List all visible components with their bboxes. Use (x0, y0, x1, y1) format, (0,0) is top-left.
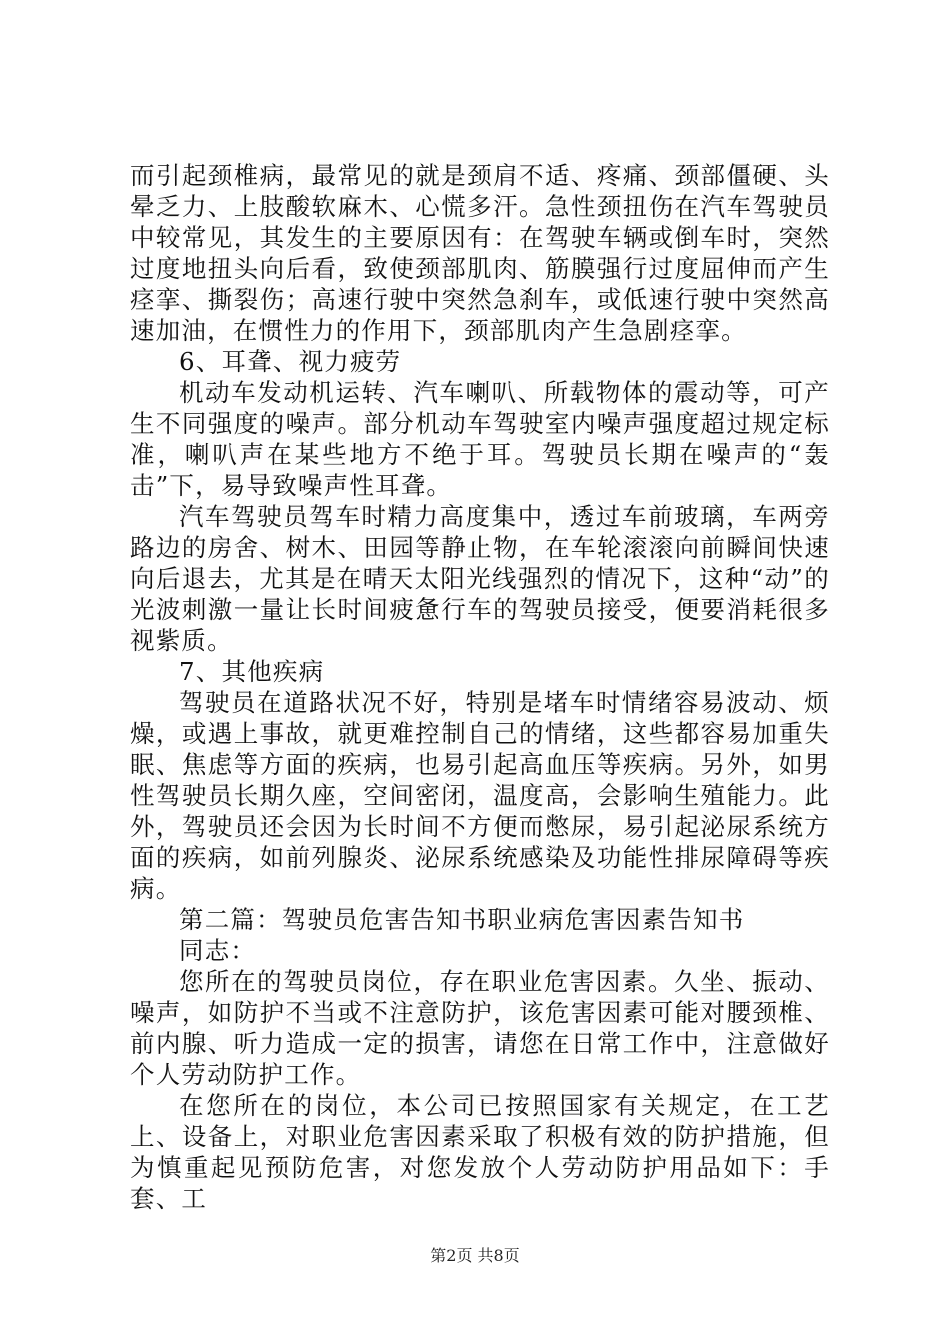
section-title-part-two: 第二篇：驾驶员危害告知书职业病危害因素告知书 (179, 905, 745, 934)
heading-hearing-vision: 6、耳聋、视力疲劳 (179, 347, 402, 376)
paragraph-other-diseases: 驾驶员在道路状况不好，特别是堵车时情绪容易波动、烦燥，或遇上事故，就更难控制自己的情绪，这些都容易加重失眠、焦虑等方面的疾病，也易引起高血压等疾病。另外，如男性驾驶员长期久座，空间密闭，温度高，会影响生殖能力。此外，驾驶员还会因为长时间不方便而憋尿，易引起泌尿系统方面的疾病，如前列腺炎、泌尿系统感染及功能性排尿障碍等疾病。 (130, 688, 830, 903)
paragraph-cervical-disease: 而引起颈椎病，最常见的就是颈肩不适、疼痛、颈部僵硬、头晕乏力、上肢酸软麻木、心慌多汗。急性颈扭伤在汽车驾驶员中较常见，其发生的主要原因有：在驾驶车辆或倒车时，突然过度地扭头向后看，致使颈部肌肉、筋膜强行过度屈伸而产生痉挛、撕裂伤；高速行驶中突然急刹车，或低速行驶中突然高速加油，在惯性力的作用下，颈部肌肉产生急剧痉挛。 (130, 161, 830, 345)
paragraph-protective-measures: 在您所在的岗位，本公司已按照国家有关规定，在工艺上、设备上，对职业危害因素采取了积极有效的防护措施，但为慎重起见预防危害，对您发放个人劳动防护用品如下：手套、工 (130, 1091, 830, 1213)
document-body (130, 160, 830, 1214)
paragraph-vision-fatigue: 汽车驾驶员驾车时精力高度集中，透过车前玻璃，车两旁路边的房舍、树木、田园等静止物，在车轮滚滚向前瞬间快速向后退去，尤其是在晴天太阳光线强烈的情况下，这种“动”的光波刺激一量让长时间疲惫行车的驾驶员接受，便要消耗很多视紫质。 (130, 502, 830, 655)
paragraph-hazard-notice: 您所在的驾驶员岗位，存在职业危害因素。久坐、振动、噪声，如防护不当或不注意防护，该危害因素可能对腰颈椎、前内腺、听力造成一定的损害，请您在日常工作中，注意做好个人劳动防护工作。 (130, 967, 830, 1089)
heading-other-diseases: 7、其他疾病 (179, 657, 325, 686)
page-number-footer: 第2页 共8页 (430, 1246, 520, 1265)
paragraph-noise: 机动车发动机运转、汽车喇叭、所载物体的震动等，可产生不同强度的噪声。部分机动车驾驶室内噪声强度超过规定标准，喇叭声在某些地方不绝于耳。驾驶员长期在噪声的“轰击”下，易导致噪声性耳聋。 (130, 378, 830, 500)
salutation: 同志： (179, 936, 257, 965)
